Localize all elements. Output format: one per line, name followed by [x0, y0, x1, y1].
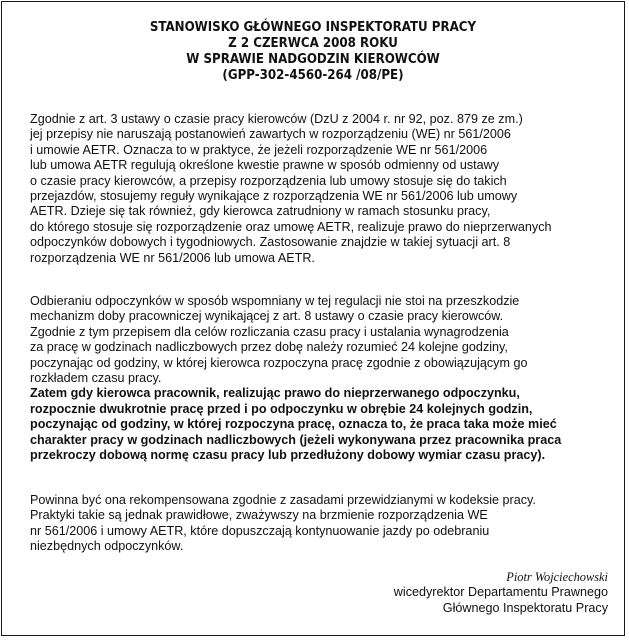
- bold-paragraph-line: poczynając od godziny, w której rozpoczyna pracę, oznacza to, że praca taka może mieć: [30, 417, 557, 432]
- bold-paragraph-line: Zatem gdy kierowca pracownik, realizując prawo do nieprzerwanego odpoczynku,: [30, 386, 520, 401]
- bold-paragraph-line: rozpocznie dwukrotnie pracę przed i po odpoczynku w obrębie 24 kolejnych godzin,: [30, 401, 533, 416]
- document-frame: [1, 1, 625, 636]
- paragraph-line: AETR. Dzieje się tak również, gdy kierowca zatrudniony w ramach stosunku pracy,: [30, 204, 491, 219]
- paragraph-line: mechanizm doby pracowniczej wynikającej z art. 8 ustawy o czasie pracy kierowców.: [30, 309, 504, 324]
- signatory-title: wicedyrektor Departamentu Prawnego: [393, 585, 608, 600]
- signatory-name: Piotr Wojciechowski: [506, 570, 608, 584]
- header-reference-line: (GPP-302-4560-264 /08/PE): [222, 68, 404, 83]
- bold-paragraph-line: przekroczy dobową normę czasu pracy lub przedłużony dobowy wymiar czasu pracy).: [30, 448, 546, 463]
- signature-block: [394, 570, 608, 616]
- paragraph-line: nr 561/2006 i umowy AETR, które dopuszczają kontynuowanie jazdy po odebraniu: [30, 523, 490, 538]
- paragraph-2: [30, 294, 610, 463]
- paragraph-1: [30, 112, 610, 266]
- paragraph-line: rozporządzenia WE nr 561/2006 lub umowa AETR.: [30, 250, 315, 265]
- paragraph-line: jej przepisy nie naruszają postanowień zawartych w rozporządzeniu (WE) nr 561/2006: [30, 127, 511, 142]
- paragraph-line: Odbieraniu odpoczynków w sposób wspomniany w tej regulacji nie stoi na przeszkodzie: [30, 294, 520, 308]
- paragraph-line: za pracę w godzinach nadliczbowych przez dobę należy rozumieć 24 kolejne godziny,: [30, 340, 508, 355]
- header-title-line: STANOWISKO GŁÓWNEGO INSPEKTORATU PRACY: [149, 20, 477, 35]
- header-subject-line: W SPRAWIE NADGODZIN KIEROWCÓW: [186, 52, 440, 67]
- paragraph-line: Zgodnie z art. 3 ustawy o czasie pracy kierowców (DzU z 2004 r. nr 92, poz. 879 ze zm.): [30, 112, 523, 126]
- signatory-organization: Głównego Inspektoratu Pracy: [442, 600, 608, 615]
- paragraph-line: poczynając od godziny, w której kierowca rozpoczyna pracę zgodnie z obowiązującym go: [30, 355, 528, 370]
- bold-emphasis-block: [30, 386, 610, 463]
- paragraph-line: rozkładem czasu pracy.: [30, 371, 162, 386]
- paragraph-line: odpoczynków dobowych i tygodniowych. Zastosowanie znajdzie w takiej sytuacji art. 8: [30, 235, 511, 250]
- paragraph-line: do którego stosuje się rozporządzenie oraz umowę AETR, realizuje prawo do nieprzerwanych: [30, 219, 552, 234]
- paragraph-line: Zgodnie z tym przepisem dla celów rozliczania czasu pracy i ustalania wynagrodzenia: [30, 324, 509, 339]
- paragraph-3: [30, 493, 610, 555]
- paragraph-line: niezbędnych odpoczynków.: [30, 539, 184, 554]
- header-date-line: Z 2 CZERWCA 2008 ROKU: [228, 36, 398, 51]
- paragraph-line: Powinna być ona rekompensowana zgodnie z zasadami przewidzianymi w kodeksie pracy.: [30, 493, 536, 507]
- paragraph-line: przejazdów, stosujemy reguły wynikające z rozporządzenia WE nr 561/2006 lub umowy: [30, 189, 518, 204]
- paragraph-line: i umowie AETR. Oznacza to w praktyce, że jeżeli rozporządzenie WE nr 561/2006: [30, 142, 488, 157]
- paragraph-line: Praktyki takie są jednak prawidłowe, zważywszy na brzmienie rozporządzenia WE: [30, 508, 488, 523]
- bold-paragraph-line: charakter pracy w godzinach nadliczbowych (jeżeli wykonywana przez pracownika praca: [30, 432, 562, 447]
- paragraph-line: o czasie pracy kierowców, a przepisy rozporządzenia lub umowy stosuje się do takich: [30, 173, 507, 188]
- paragraph-line: lub umowa AETR regulują określone kwestie prawne w sposób odmienny od ustawy: [30, 158, 500, 173]
- document-header: [2, 20, 624, 84]
